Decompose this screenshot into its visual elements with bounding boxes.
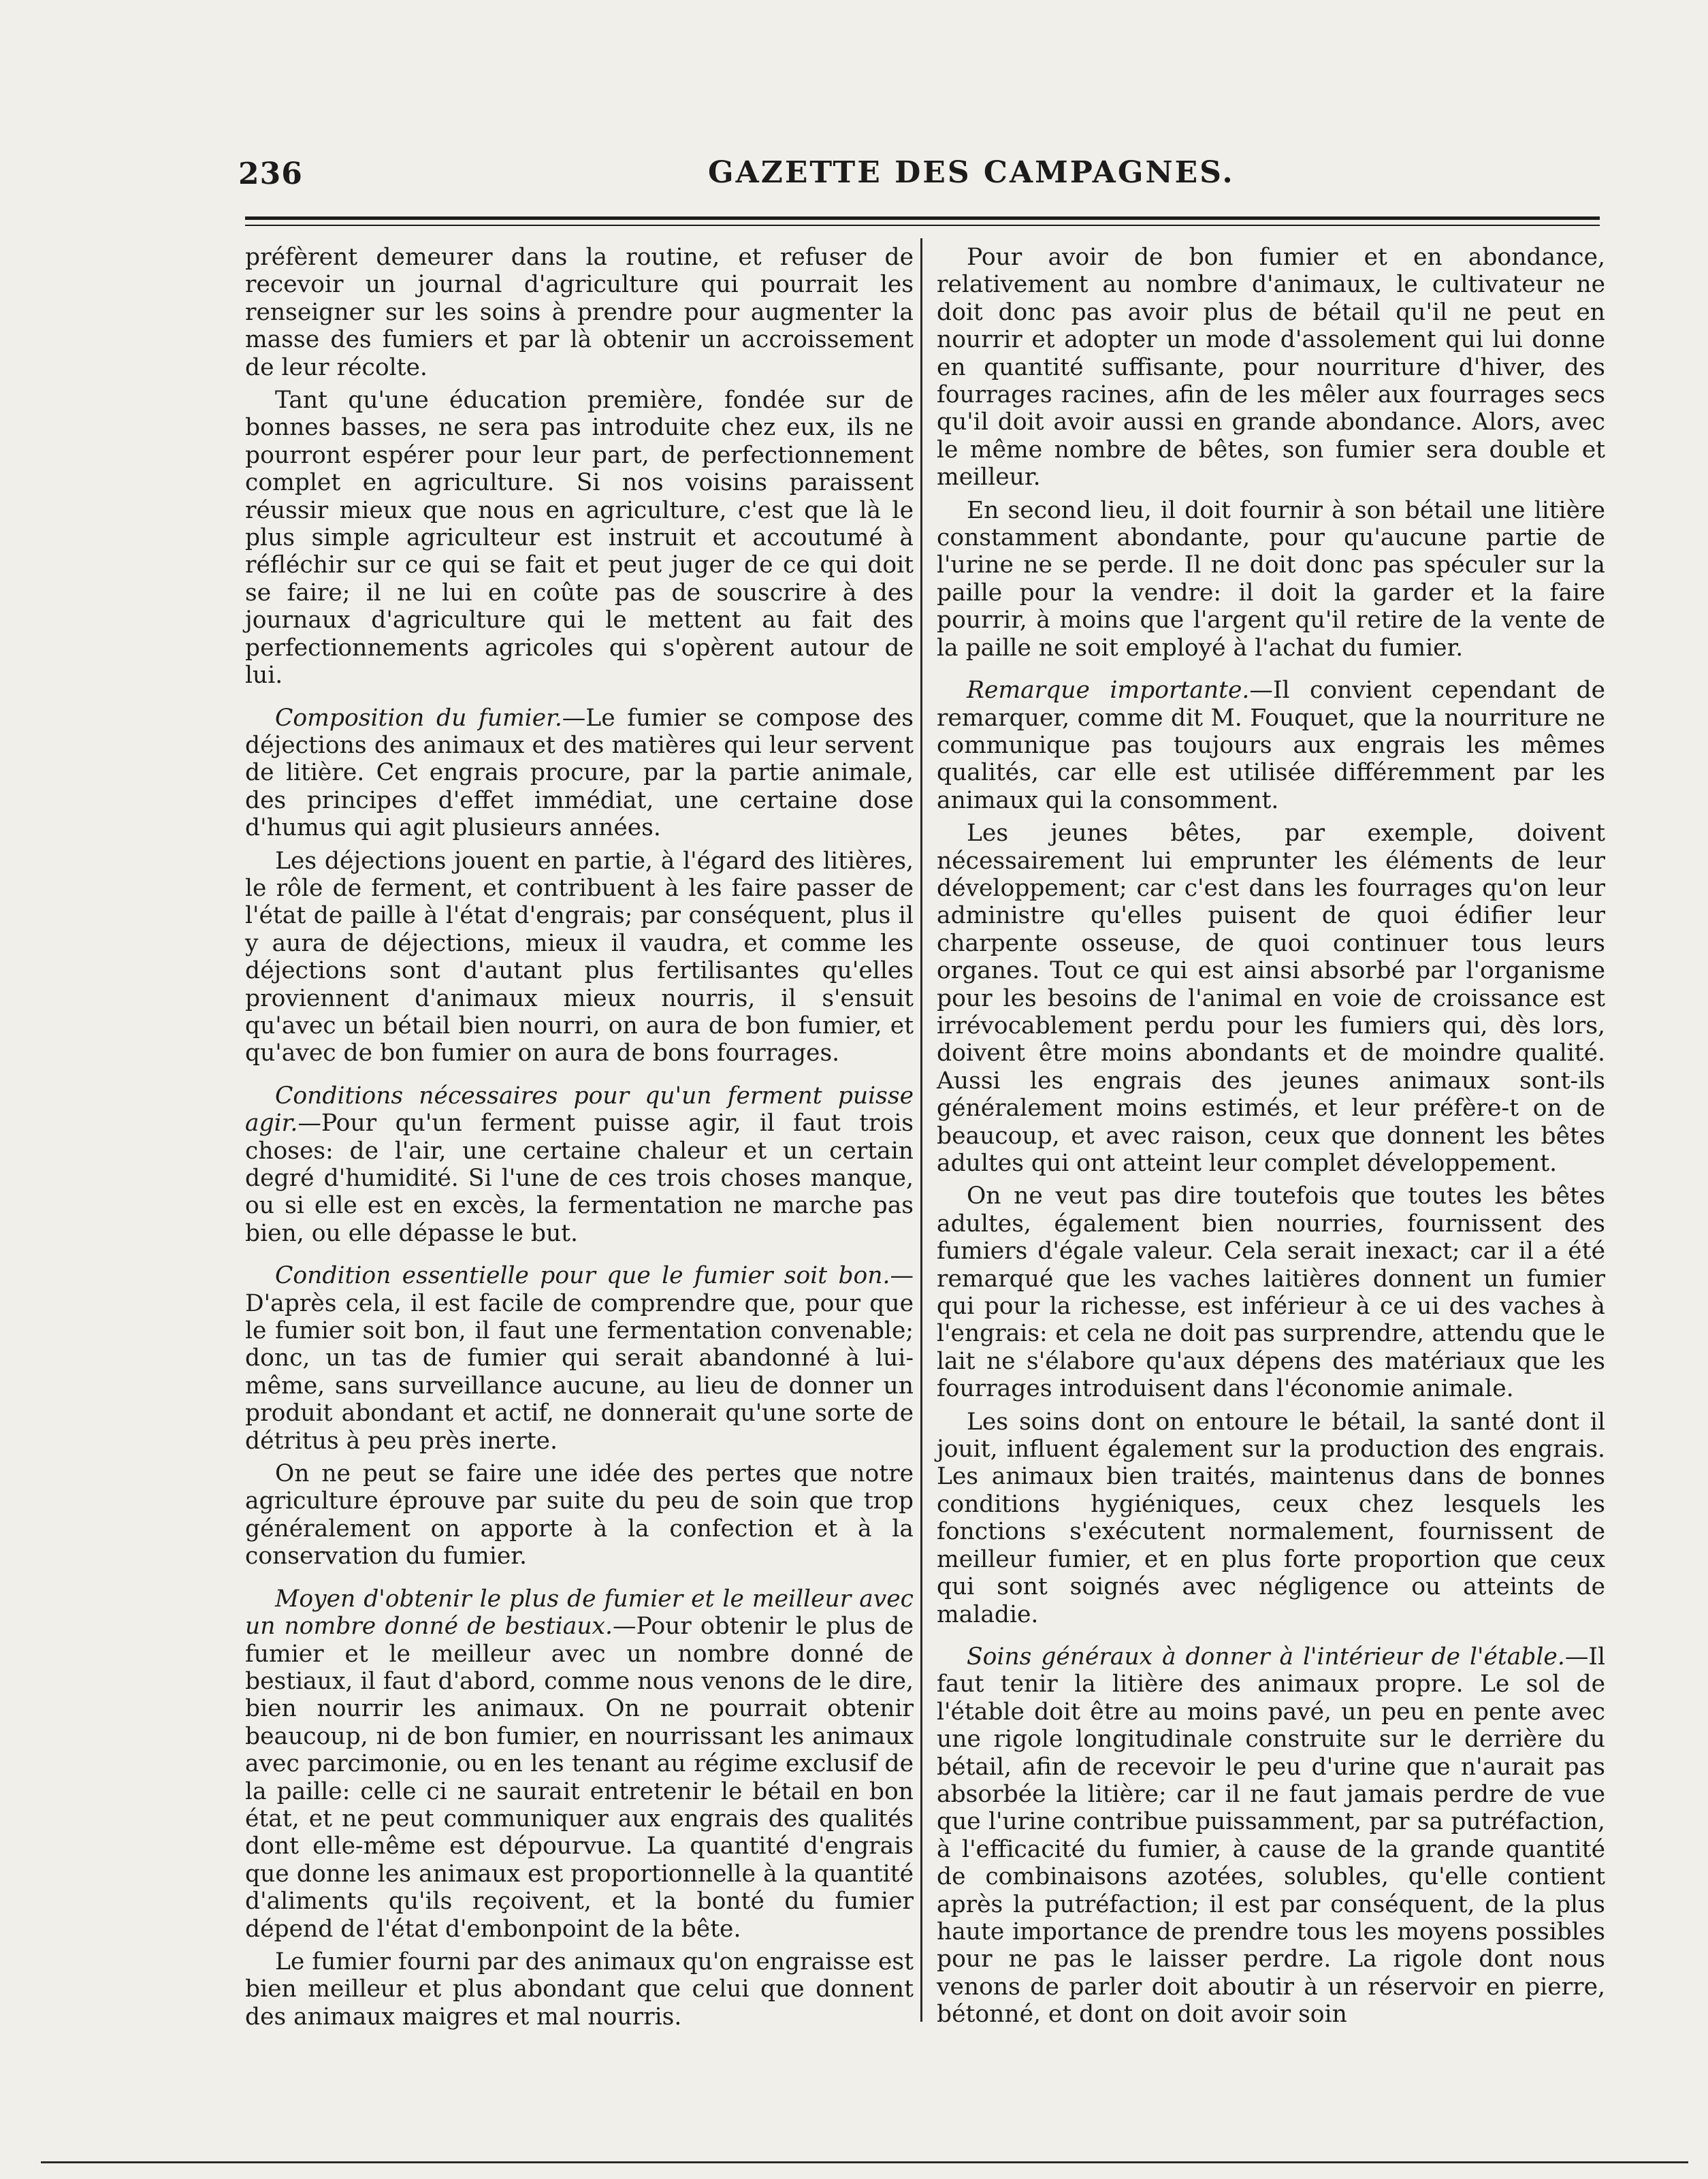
section-paragraph <box>937 677 1605 814</box>
paragraph: Les jeunes bêtes, par exemple, doivent nécessairement lui emprunter les éléments de leur développement; car c'est dans les fourrages qu'on leur administre qu'elles puisent de quoi édifier leur charpente osseuse, de quoi continuer tous leurs organes. Tout ce qui est ainsi absorbé par l'organisme pour les besoins de l'animal en voie de croissance est irrévocablement perdu pour les fumiers qui, dès lors, doivent être moins abondants et de moindre qualité. Aussi les engrais des jeunes animaux sont-ils généralement moins estimés, et leur préfère-t on de beaucoup, et avec raison, ceux que donnent les bêtes adultes qui ont atteint leur complet développement. <box>937 820 1605 1177</box>
paragraph: Le fumier fourni par des animaux qu'on engraisse est bien meilleur et plus abondant que celui que donnent des animaux maigres et mal nourris. <box>245 1948 914 2031</box>
bottom-rule <box>41 2161 1688 2163</box>
column-divider <box>920 238 922 2022</box>
paragraph: Tant qu'une éducation première, fondée sur de bonnes basses, ne sera pas introduite chez eux, ils ne pourront espérer pour leur part, de perfectionnement complet en agriculture. Si nos voisins paraissent réussir mieux que nous en agriculture, c'est que là le plus simple agriculteur est instruit et accoutumé à réfléchir sur ce qui se fait et peut juger de ce qui doit se faire; il ne lui en coûte pas de souscrire à des journaux d'agriculture qui le mettent au fait des perfectionnements agricoles qui s'opèrent autour de lui. <box>245 387 914 690</box>
section-heading: Condition essentielle pour que le fumier soit bon. <box>275 1262 890 1290</box>
paragraph: Les déjections jouent en partie, à l'égard des litières, le rôle de ferment, et contribuent à les faire passer de l'état de paille à l'état d'engrais; par conséquent, plus il y aura de déjections, mieux il vaudra, et comme les déjections sont d'autant plus fertilisantes qu'elles proviennent d'animaux mieux nourris, il s'ensuit qu'avec un bétail bien nourri, on aura de bon fumier, et qu'avec de bon fumier on aura de bons fourrages. <box>245 847 914 1067</box>
section-heading: Conditions nécessaires pour qu'un ferment puisse agir. <box>245 1082 914 1137</box>
left-column <box>245 244 914 2036</box>
right-column <box>937 244 1605 2034</box>
section-paragraph <box>937 1643 1605 2029</box>
section-paragraph <box>245 1585 914 1943</box>
section-text: —Pour obtenir le plus de fumier et le meilleur avec un nombre donné de bestiaux, il faut d'abord, comme nous venons de le dire, bien nourrir les animaux. On ne pourrait obtenir beaucoup, ni de bon fumier, en nourrissant les animaux avec parcimonie, ou en les tenant au régime exclusif de la paille: celle ci ne saurait entretenir le bétail en bon état, et ne peut communiquer aux engrais des qualités dont elle-même est dépourvue. La quantité d'engrais que donne les animaux est proportionnelle à la quantité d'aliments qu'ils reçoivent, et la bonté du fumier dépend de l'état d'embonpoint de la bête. <box>245 1613 914 1943</box>
section-text: —Pour qu'un ferment puisse agir, il faut trois choses: de l'air, une certaine chaleur et un certain degré d'humidité. Si l'une de ces trois choses manque, ou si elle est en excès, la fermentation ne marche pas bien, ou elle dépasse le but. <box>245 1110 914 1247</box>
section-heading: Moyen d'obtenir le plus de fumier et le meilleur avec un nombre donné de bestiaux. <box>245 1585 914 1641</box>
paragraph: En second lieu, il doit fournir à son bétail une litière constamment abondante, pour qu'aucune partie de l'urine ne se perde. Il ne doit donc pas spéculer sur la paille pour la vendre: il doit la garder et la faire pourrir, à moins que l'argent qu'il retire de la vente de la paille ne soit employé à l'achat du fumier. <box>937 496 1605 662</box>
section-heading: Composition du fumier. <box>275 704 562 732</box>
journal-title: GAZETTE DES CAMPAGNES. <box>708 155 1235 190</box>
paragraph: préfèrent demeurer dans la routine, et refuser de recevoir un journal d'agriculture qui pourrait les renseigner sur les soins à prendre pour augmenter la masse des fumiers et par là obtenir un accroissement de leur récolte. <box>245 244 914 381</box>
section-text: —D'après cela, il est facile de comprendre que, pour que le fumier soit bon, il faut une fermentation convenable; donc, un tas de fumier qui serait abandonné à lui-même, sans surveillance aucune, au lieu de donner un produit abondant et actif, ne donnerait qu'une sorte de détritus à peu près inerte. <box>245 1262 914 1455</box>
paragraph: Les soins dont on entoure le bétail, la santé dont il jouit, influent également sur la production des engrais. Les animaux bien traités, maintenus dans de bonnes conditions hygiéniques, ceux chez lesquels les fonctions s'exécutent normalement, fournissent de meilleur fumier, et en plus forte proportion que ceux qui sont soignés avec négligence ou atteints de maladie. <box>937 1408 1605 1628</box>
section-heading: Remarque importante. <box>967 677 1250 705</box>
header-rule-thick <box>245 216 1600 220</box>
section-paragraph <box>245 1262 914 1455</box>
section-text: —Il convient cependant de remarquer, comme dit M. Fouquet, que la nourriture ne communique pas toujours aux engrais les mêmes qualités, car elle est utilisée différemment par les animaux qui la consomment. <box>937 677 1605 814</box>
paragraph: On ne veut pas dire toutefois que toutes les bêtes adultes, également bien nourries, fournissent des fumiers d'égale valeur. Cela serait inexact; car il a été remarqué que les vaches laitières donnent un fumier qui pour la richesse, est inférieur à ce ui des vaches à l'engrais: et cela ne doit pas surprendre, attendu que le lait ne s'élabore qu'aux dépens des matériaux que les fourrages introduisent dans l'économie animale. <box>937 1182 1605 1403</box>
section-text: —Il faut tenir la litière des animaux propre. Le sol de l'étable doit être au moins pavé, un peu en pente avec une rigole longitudinale construite sur le derrière du bétail, afin de recevoir le peu d'urine que n'aurait pas absorbée la litière; car il ne faut jamais perdre de vue que l'urine contribue puissamment, par sa putréfaction, à l'efficacité du fumier, à cause de la grande quantité de combinaisons azotées, solubles, qu'elle contient après la putréfaction; il est par conséquent, de la plus haute importance de prendre tous les moyens possibles pour ne pas le laisser perdre. La rigole dont nous venons de parler doit aboutir à un réservoir en pierre, bétonné, et dont on doit avoir soin <box>937 1643 1605 2029</box>
section-paragraph <box>245 705 914 842</box>
section-paragraph <box>245 1082 914 1247</box>
section-text: —Le fumier se compose des déjections des animaux et des matières qui leur servent de litière. Cet engrais procure, par la partie animale, des principes d'effet immédiat, une certaine dose d'humus qui agit plusieurs années. <box>245 704 914 842</box>
page-number: 236 <box>238 157 303 191</box>
header-rule-thin <box>245 225 1600 226</box>
section-heading: Soins généraux à donner à l'intérieur de l'étable. <box>967 1643 1565 1670</box>
paragraph: On ne peut se faire une idée des pertes que notre agriculture éprouve par suite du peu de soin que trop généralement on apporte à la confection et à la conservation du fumier. <box>245 1460 914 1570</box>
paragraph: Pour avoir de bon fumier et en abondance, relativement au nombre d'animaux, le cultivateur ne doit donc pas avoir plus de bétail qu'il ne peut en nourrir et adopter un mode d'assolement qui lui donne en quantité suffisante, pour nourriture d'hiver, des fourrages racines, afin de les mêler aux fourrages secs qu'il doit avoir aussi en grande abondance. Alors, avec le même nombre de bêtes, son fumier sera double et meilleur. <box>937 244 1605 491</box>
